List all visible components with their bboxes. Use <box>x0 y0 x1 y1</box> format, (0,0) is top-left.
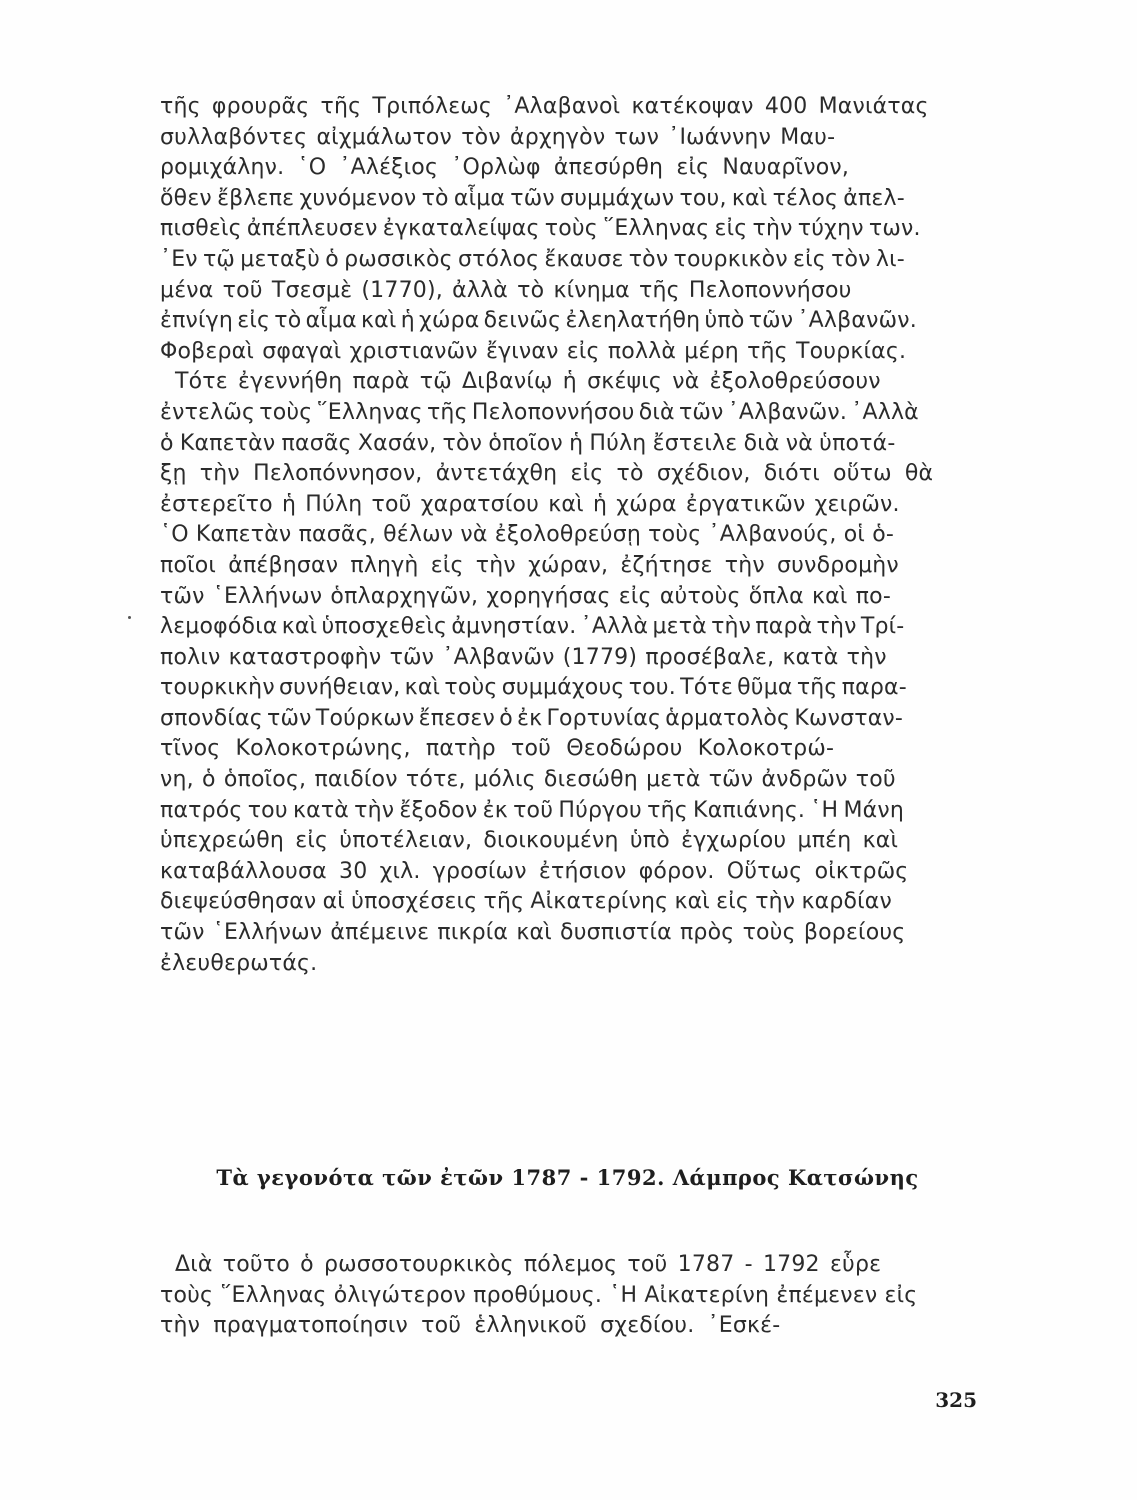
text-line: διεψεύσθησαν αἱ ὑποσχέσεις τῆς Αἰκατερίνης καὶ εἰς τὴν καρδίαν <box>160 889 892 915</box>
text-line: τῖνος Κολοκοτρώνης, πατὴρ τοῦ Θεοδώρου Κολοκοτρώ- <box>160 736 835 762</box>
text-line: ὑπεχρεώθη εἰς ὑποτέλειαν, διοικουμένη ὑπὸ ἐγχωρίου μπέη καὶ <box>160 828 899 854</box>
text-line: λεμοφόδια καὶ ὑποσχεθεὶς ἀμνηστίαν. ᾿Αλλὰ μετὰ τὴν παρὰ τὴν Τρί- <box>160 614 905 640</box>
section-paragraph <box>160 1250 975 1342</box>
main-paragraph <box>160 92 975 979</box>
text-line: πισθεὶς ἀπέπλευσεν ἐγκαταλείψας τοὺς ῞Ελληνας εἰς τὴν τύχην των. <box>160 216 921 242</box>
text-line: ῾Ο Καπετὰν πασᾶς, θέλων νὰ ἐξολοθρεύσῃ τοὺς ᾿Αλβανούς, οἱ ὁ- <box>160 522 895 548</box>
text-line: νη, ὁ ὁποῖος, παιδίον τότε, μόλις διεσώθη μετὰ τῶν ἀνδρῶν τοῦ <box>160 767 896 793</box>
text-line: μένα τοῦ Τσεσμὲ (1770), ἀλλὰ τὸ κίνημα τῆς Πελοποννήσου <box>160 277 852 303</box>
text-line: τουρκικὴν συνήθειαν, καὶ τοὺς συμμάχους του. Τότε θῦμα τῆς παρα- <box>160 675 907 701</box>
text-line: Διὰ τοῦτο ὁ ρωσσοτουρκικὸς πόλεμος τοῦ 1787 - 1792 εὗρε <box>175 1252 882 1277</box>
text-line: συλλαβόντες αἰχμάλωτον τὸν ἀρχηγὸν των ᾿Ιωάννην Μαυ- <box>160 124 836 150</box>
page-number: 325 <box>935 1388 977 1412</box>
text-line: ἐπνίγη εἰς τὸ αἷμα καὶ ἡ χώρα δεινῶς ἐλεηλατήθη ὑπὸ τῶν ᾿Αλβανῶν. <box>160 308 917 334</box>
margin-mark <box>128 616 131 619</box>
text-line: ἐστερεῖτο ἡ Πύλη τοῦ χαρατσίου καὶ ἡ χώρα ἐργατικῶν χειρῶν. <box>160 491 900 517</box>
text-line: ρομιχάλην. ῾Ο ᾿Αλέξιος ᾿Ορλὼφ ἀπεσύρθη εἰς Ναυαρῖνον, <box>160 155 850 181</box>
text-line: τὴν πραγματοποίησιν τοῦ ἑλληνικοῦ σχεδίου. ᾿Εσκέ- <box>160 1313 781 1339</box>
text-line: σπονδίας τῶν Τούρκων ἔπεσεν ὁ ἐκ Γορτυνίας ἁρματολὸς Κωνσταν- <box>160 705 904 731</box>
text-line: πολιν καταστροφὴν τῶν ᾿Αλβανῶν (1779) προσέβαλε, κατὰ τὴν <box>160 644 887 670</box>
text-line: ᾿Εν τῷ μεταξὺ ὁ ρωσσικὸς στόλος ἔκαυσε τὸν τουρκικὸν εἰς τὸν λι- <box>160 246 905 272</box>
text-line: ὅθεν ἔβλεπε χυνόμενον τὸ αἷμα τῶν συμμάχων του, καὶ τέλος ἀπελ- <box>160 185 905 211</box>
text-line: ἐλευθερωτάς. <box>160 950 318 976</box>
text-line: καταβάλλουσα 30 χιλ. γροσίων ἐτήσιον φόρον. Οὕτως οἰκτρῶς <box>160 858 909 884</box>
text-line: πατρός του κατὰ τὴν ἔξοδον ἐκ τοῦ Πύργου τῆς Καπιάνης. ῾Η Μάνη <box>160 797 904 823</box>
text-line: ἐντελῶς τοὺς ῞Ελληνας τῆς Πελοποννήσου διὰ τῶν ᾿Αλβανῶν. ᾿Αλλὰ <box>160 399 919 425</box>
text-line: τῆς φρουρᾶς τῆς Τριπόλεως ᾿Αλαβανοὶ κατέκοψαν 400 Μανιάτας <box>160 94 929 119</box>
text-line: τοὺς ῞Ελληνας ὀλιγώτερον προθύμους. ῾Η Αἰκατερίνη ἐπέμενεν εἰς <box>160 1282 918 1308</box>
section-heading: Τὰ γεγονότα τῶν ἐτῶν 1787 - 1792. Λάμπρος Κατσώνης <box>216 1165 919 1190</box>
text-line: τῶν ῾Ελλήνων ὁπλαρχηγῶν, χορηγήσας εἰς αὐτοὺς ὅπλα καὶ πο- <box>160 583 891 609</box>
text-line: ὁ Καπετὰν πασᾶς Χασάν, τὸν ὁποῖον ἡ Πύλη ἔστειλε διὰ νὰ ὑποτά- <box>160 430 896 456</box>
text-line: ξῃ τὴν Πελοπόννησον, ἀντετάχθη εἰς τὸ σχέδιον, διότι οὕτω θὰ <box>160 461 934 487</box>
text-line: ποῖοι ἀπέβησαν πληγὴ εἰς τὴν χώραν, ἐζήτησε τὴν συνδρομὴν <box>160 552 899 578</box>
text-line: Τότε ἐγεννήθη παρὰ τῷ Διβανίῳ ἡ σκέψις νὰ ἐξολοθρεύσουν <box>175 369 881 395</box>
text-line: Φοβεραὶ σφαγαὶ χριστιανῶν ἔγιναν εἰς πολλὰ μέρη τῆς Τουρκίας. <box>160 338 907 364</box>
text-line: τῶν ῾Ελλήνων ἀπέμεινε πικρία καὶ δυσπιστία πρὸς τοὺς βορείους <box>160 920 906 946</box>
